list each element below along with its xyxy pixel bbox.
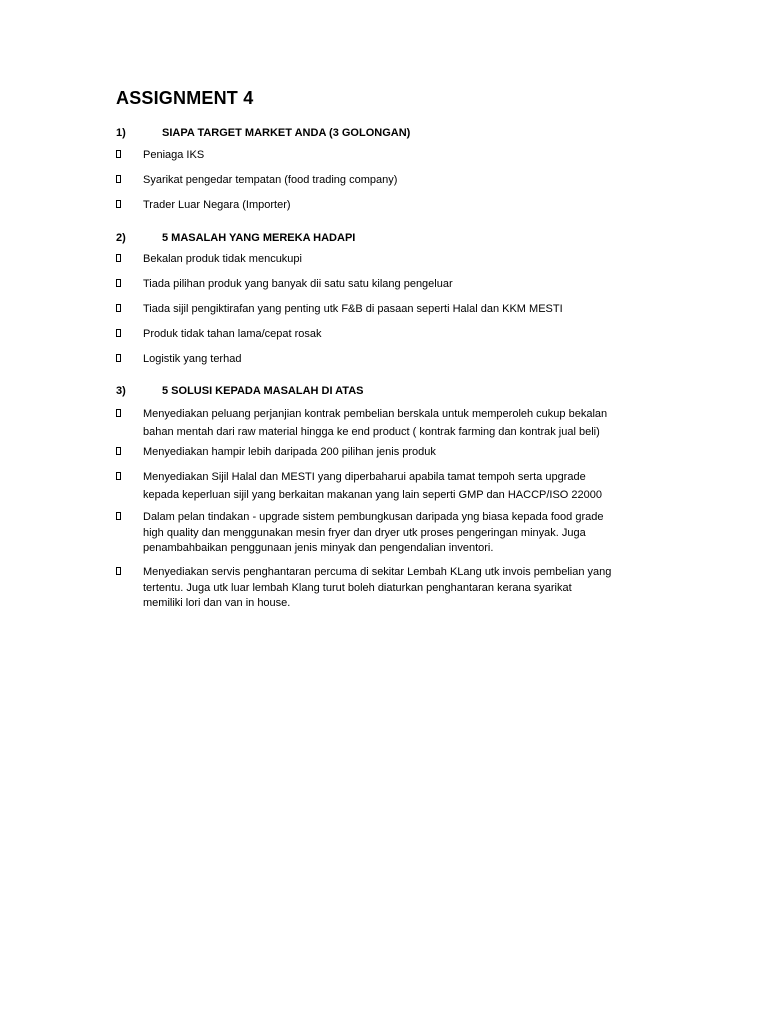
list-item: [116, 300, 656, 318]
missing-glyph-bullet-icon: [116, 354, 121, 362]
document-title: ASSIGNMENT 4: [116, 88, 254, 108]
missing-glyph-bullet-icon: [116, 175, 121, 183]
missing-glyph-bullet-icon: [116, 409, 121, 417]
list-item-text: memiliki lori dan van in house.: [143, 597, 291, 609]
section-heading-2: [116, 232, 355, 244]
list-item: [116, 275, 656, 293]
missing-glyph-bullet-icon: [116, 329, 121, 337]
list-item-text: Tiada pilihan produk yang banyak dii satu satu kilang pengeluar: [143, 278, 453, 290]
list-item: [116, 146, 656, 164]
list-item: [116, 350, 656, 368]
missing-glyph-bullet-icon: [116, 304, 121, 312]
list-item-text: Menyediakan peluang perjanjian kontrak pembelian berskala untuk memperoleh cukup bekalan: [143, 408, 608, 420]
list-item: [116, 468, 656, 504]
list-item-text: Menyediakan servis penghantaran percuma di sekitar Lembah KLang utk invois pembelian yang: [143, 566, 612, 578]
list-item-text: Produk tidak tahan lama/cepat rosak: [143, 328, 322, 340]
list-item-text: kepada keperluan sijil yang berkaitan makanan yang lain seperti GMP dan HACCP/ISO 22000: [143, 489, 603, 501]
list-item: [116, 196, 656, 214]
missing-glyph-bullet-icon: [116, 200, 121, 208]
missing-glyph-bullet-icon: [116, 512, 121, 520]
section-number: 3): [116, 385, 126, 397]
list-item-text: Bekalan produk tidak mencukupi: [143, 253, 302, 265]
section-title: 5 SOLUSI KEPADA MASALAH DI ATAS: [162, 385, 364, 397]
missing-glyph-bullet-icon: [116, 567, 121, 575]
list-item: [116, 563, 656, 611]
section-number: 1): [116, 127, 126, 139]
list-item-text: high quality dan menggunakan mesin fryer dan dryer utk proses pengeringan minyak. Juga: [143, 527, 586, 539]
list-item-text: Trader Luar Negara (Importer): [143, 199, 291, 211]
section-title: SIAPA TARGET MARKET ANDA (3 GOLONGAN): [162, 127, 411, 139]
list-item-text: Syarikat pengedar tempatan (food trading company): [143, 174, 398, 186]
list-item-text: Peniaga IKS: [143, 149, 205, 161]
list-item: [116, 443, 656, 461]
list-item-text: Logistik yang terhad: [143, 353, 242, 365]
section-heading-3: [116, 385, 363, 397]
list-item: [116, 171, 656, 189]
missing-glyph-bullet-icon: [116, 279, 121, 287]
list-item-text: Dalam pelan tindakan - upgrade sistem pembungkusan daripada yng biasa kepada food grade: [143, 511, 604, 523]
missing-glyph-bullet-icon: [116, 150, 121, 158]
list-item-text: Tiada sijil pengiktirafan yang penting utk F&B di pasaan seperti Halal dan KKM MESTI: [143, 303, 563, 315]
section-title: 5 MASALAH YANG MEREKA HADAPI: [162, 232, 356, 244]
list-item-text: Menyediakan Sijil Halal dan MESTI yang diperbaharui apabila tamat tempoh serta upgrade: [143, 471, 586, 483]
list-item-text: Menyediakan hampir lebih daripada 200 pilihan jenis produk: [143, 446, 436, 458]
list-item: [116, 508, 656, 556]
list-item-text: bahan mentah dari raw material hingga ke end product ( kontrak farming dan kontrak jual beli): [143, 426, 600, 438]
list-item-text: tertentu. Juga utk luar lembah Klang turut boleh diaturkan penghantaran kerana syarikat: [143, 582, 572, 594]
list-item: [116, 405, 656, 441]
list-item: [116, 325, 656, 343]
list-item: [116, 250, 656, 268]
section-number: 2): [116, 232, 126, 244]
missing-glyph-bullet-icon: [116, 472, 121, 480]
missing-glyph-bullet-icon: [116, 447, 121, 455]
list-item-text: penambahbaikan penggunaan jenis minyak dan pengendalian inventori.: [143, 542, 494, 554]
missing-glyph-bullet-icon: [116, 254, 121, 262]
section-heading-1: [116, 127, 410, 139]
